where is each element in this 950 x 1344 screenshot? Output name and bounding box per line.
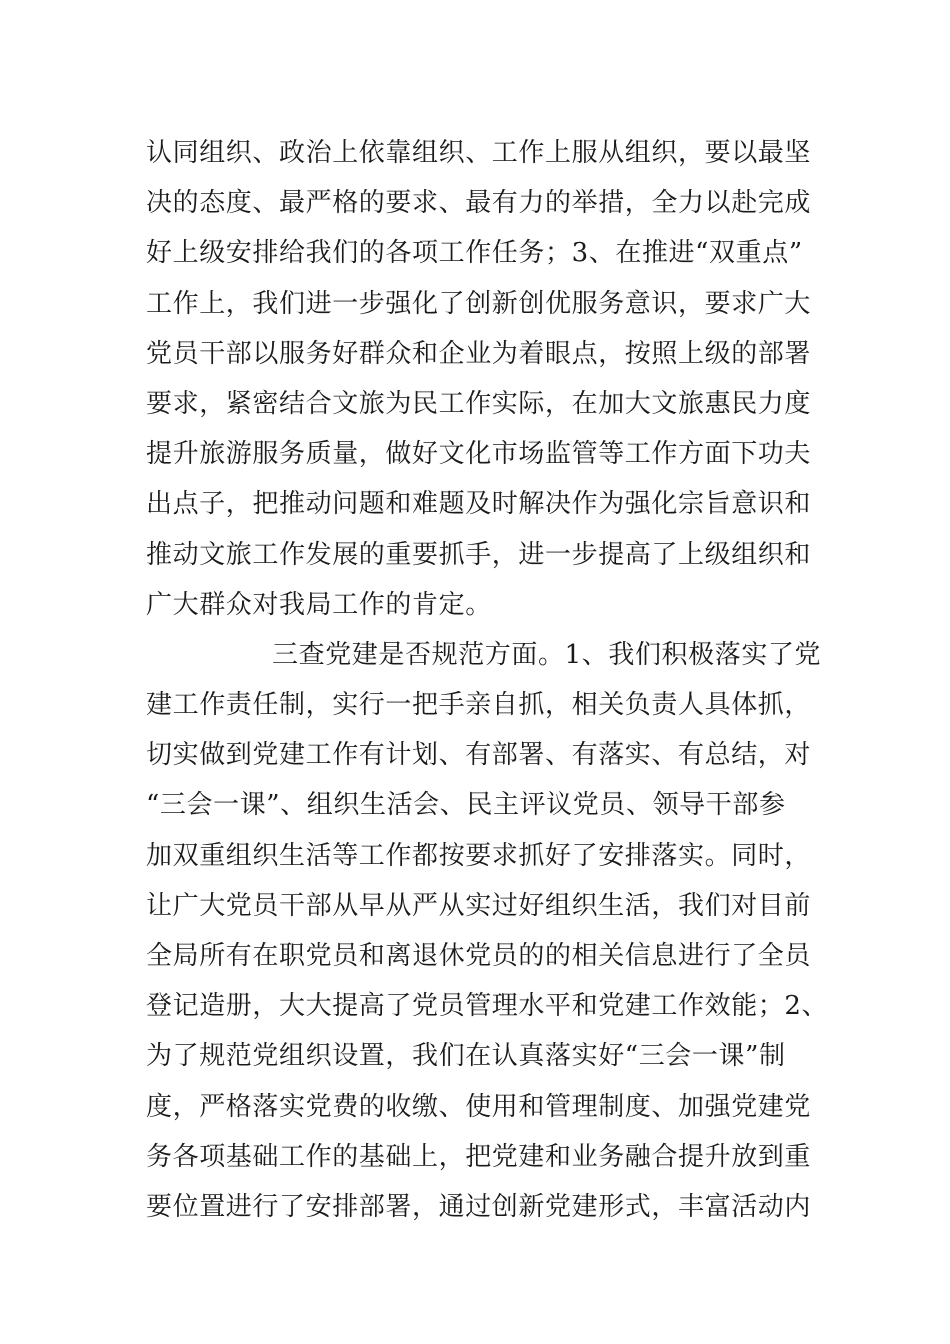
document-body <box>146 128 829 1232</box>
text-line: 度，严格落实党费的收缴、使用和管理制度、加强党建党 <box>146 1091 812 1122</box>
text-line: 出点子，把推动问题和难题及时解决作为强化宗旨意识和 <box>146 489 812 520</box>
text-line: 要求，紧密结合文旅为民工作实际，在加大文旅惠民力度 <box>146 388 812 419</box>
text-line: 全局所有在职党员和离退休党员的的相关信息进行了全员 <box>146 941 812 971</box>
text-line: 认同组织、政治上依靠组织、工作上服从组织，要以最坚 <box>146 138 812 168</box>
text-line: 切实做到党建工作有计划、有部署、有落实、有总结，对 <box>146 740 812 771</box>
text-line: 为了规范党组织设置，我们在认真落实好“三会一课”制 <box>146 1041 786 1072</box>
paragraph-1 <box>146 128 826 630</box>
text-line: 党员干部以服务好群众和企业为着眼点，按照上级的部署 <box>146 338 812 369</box>
text-line: 要位置进行了安排部署，通过创新党建形式，丰富活动内 <box>146 1191 812 1222</box>
text-line: 登记造册，大大提高了党员管理水平和党建工作效能；2、 <box>146 991 829 1022</box>
paragraph-2 <box>146 630 829 1232</box>
text-line: 加双重组织生活等工作都按要求抓好了安排落实。同时， <box>146 840 812 871</box>
text-line: 三查党建是否规范方面。1、我们积极落实了党 <box>272 639 822 670</box>
text-line: 决的态度、最严格的要求、最有力的举措，全力以赴完成 <box>146 188 812 219</box>
text-line: “三会一课”、组织生活会、民主评议党员、领导干部参 <box>146 790 786 821</box>
text-line: 好上级安排给我们的各项工作任务；3、在推进“双重点” <box>146 238 803 269</box>
text-line: 广大群众对我局工作的肯定。 <box>146 589 492 620</box>
text-line: 让广大党员干部从早从严从实过好组织生活，我们对目前 <box>146 890 812 921</box>
text-line: 推动文旅工作发展的重要抓手，进一步提高了上级组织和 <box>146 539 812 570</box>
text-line: 提升旅游服务质量，做好文化市场监管等工作方面下功夫 <box>146 439 812 470</box>
text-line: 工作上，我们进一步强化了创新创优服务意识，要求广大 <box>146 288 812 319</box>
text-line: 建工作责任制，实行一把手亲自抓，相关负责人具体抓， <box>146 690 812 721</box>
text-line: 务各项基础工作的基础上，把党建和业务融合提升放到重 <box>146 1141 812 1172</box>
